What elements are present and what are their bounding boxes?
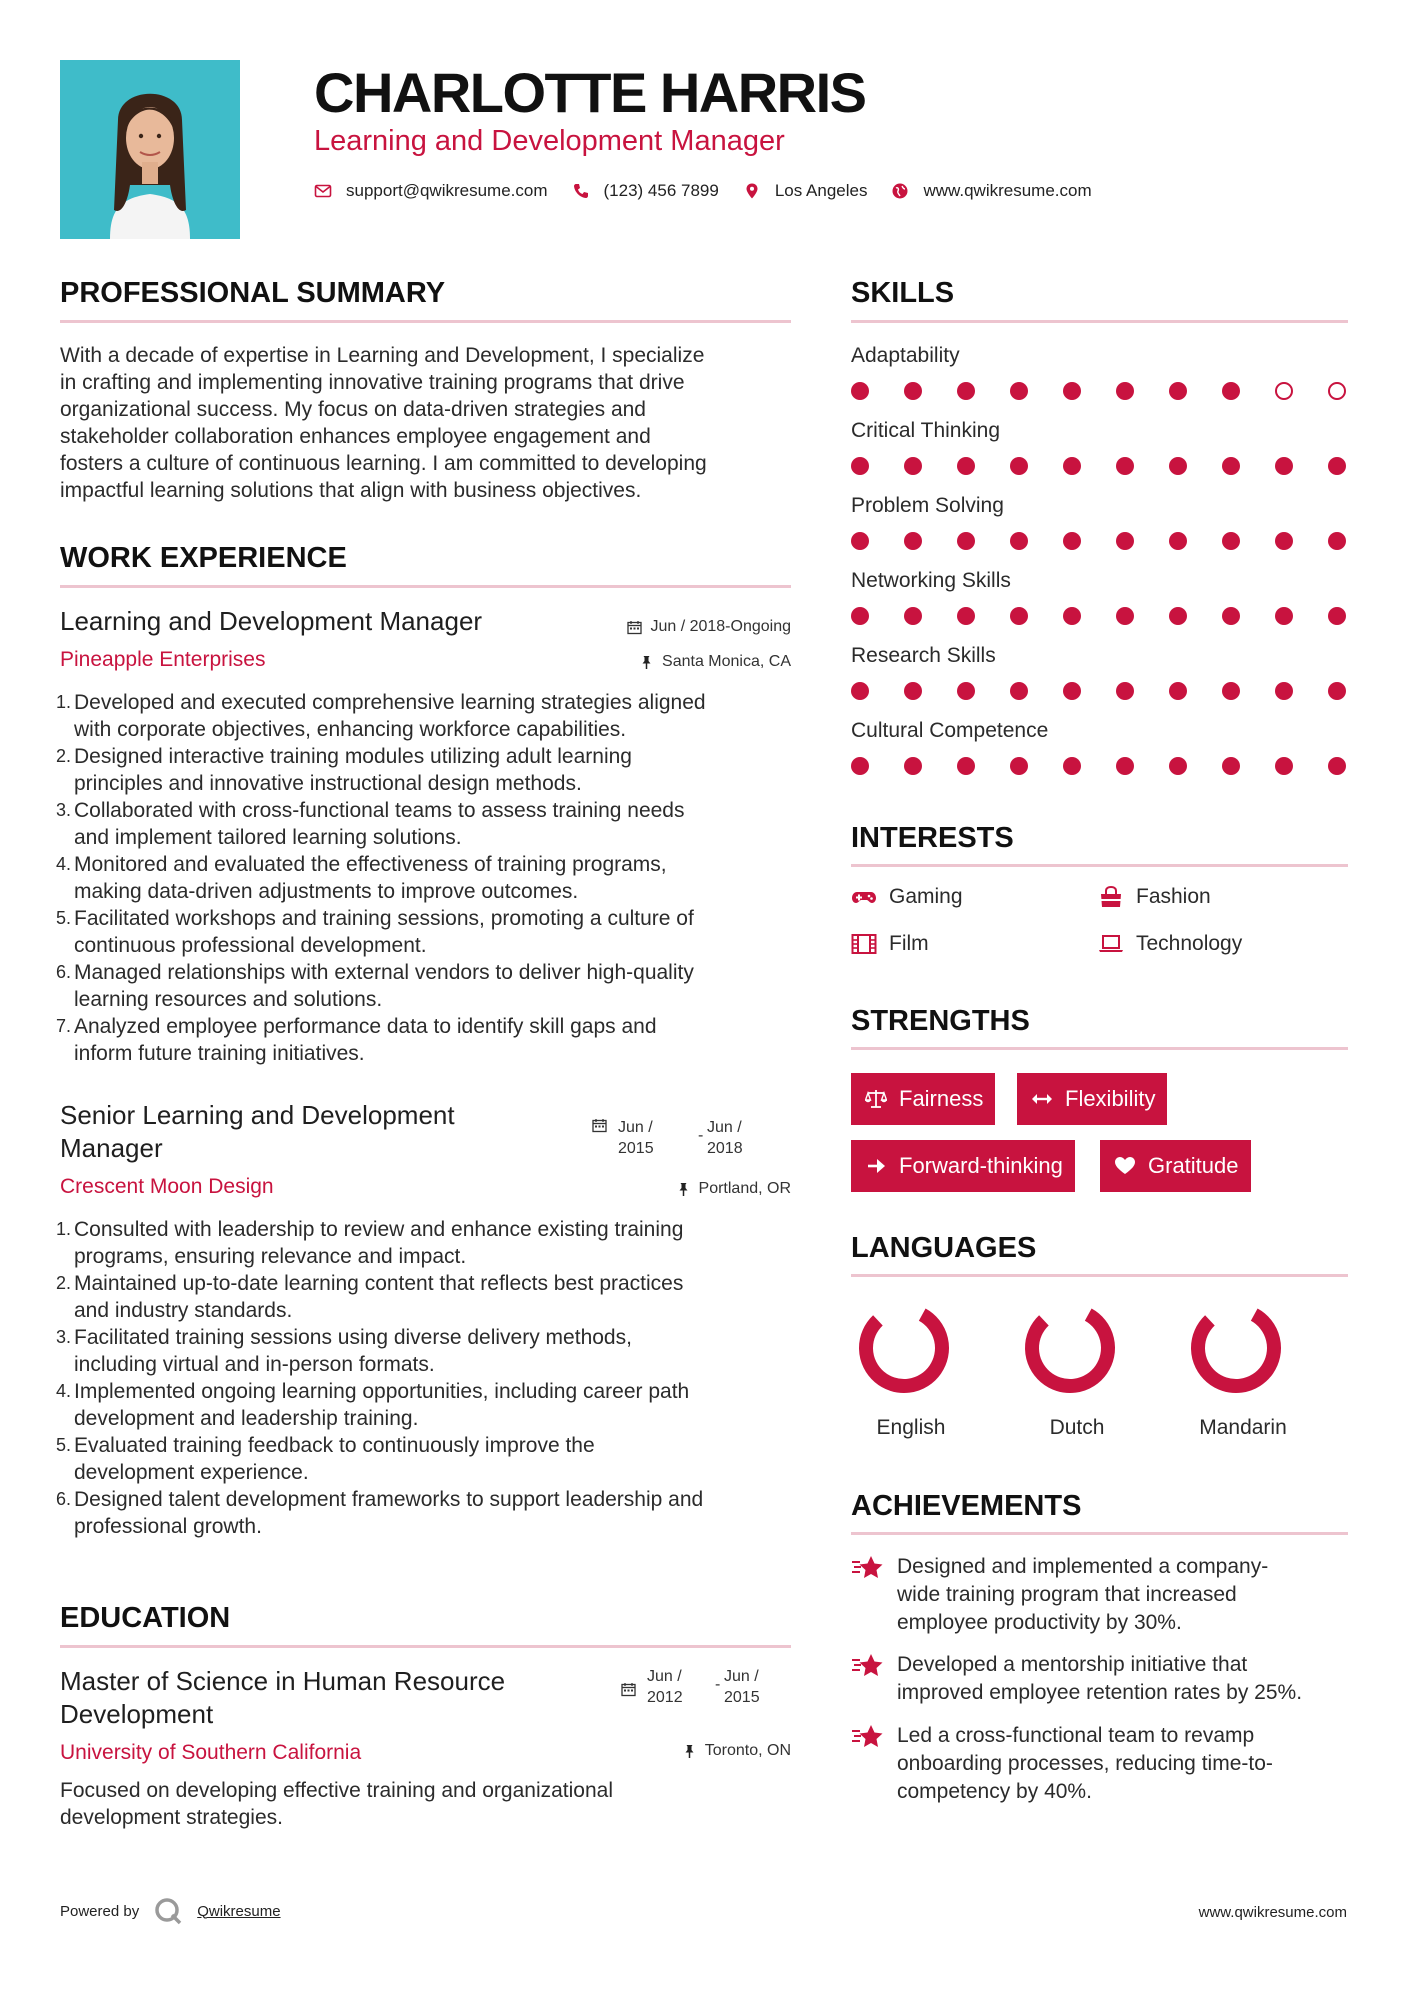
achievement-item xyxy=(851,1722,1273,1806)
job-date-end: Jun / 2018 xyxy=(707,1119,743,1157)
list-item: 4. Implemented ongoing learning opportunities, including career path development and leadership training. xyxy=(56,1380,690,1430)
list-item: 6. Managed relationships with external vendors to deliver high-quality learning resources and solutions. xyxy=(56,961,694,1011)
interest-label: Gaming xyxy=(889,885,963,908)
heart-icon xyxy=(1114,1155,1136,1177)
language-name: Mandarin xyxy=(1199,1416,1287,1439)
summary-heading: PROFESSIONAL SUMMARY xyxy=(60,277,446,309)
interest-item xyxy=(851,930,929,957)
skill-dot-filled xyxy=(1275,682,1293,700)
arrows-horizontal-icon xyxy=(1031,1088,1053,1110)
job-location xyxy=(639,652,791,672)
candidate-name: CHARLOTTE HARRIS xyxy=(314,61,866,124)
calendar-icon xyxy=(621,1682,636,1697)
job-date xyxy=(627,617,791,637)
language-gauge xyxy=(1166,1300,1306,1396)
skill-name: Critical Thinking xyxy=(851,419,1000,442)
contact-location xyxy=(743,181,868,201)
skills-divider xyxy=(851,320,1348,323)
summary-line: stakeholder collaboration enhances employee engagement and xyxy=(60,425,651,448)
language-level-arc xyxy=(1198,1315,1274,1386)
skill-dot-filled xyxy=(1328,682,1346,700)
skill-dot-filled xyxy=(1116,382,1134,400)
education-date xyxy=(621,1682,644,1697)
job-location xyxy=(676,1179,791,1199)
job-title: Senior Learning and Development Manager xyxy=(60,1100,455,1163)
skill-dot-filled xyxy=(957,682,975,700)
skill-dot-filled xyxy=(1063,457,1081,475)
strength-label: Gratitude xyxy=(1148,1153,1239,1178)
powered-by-label: Powered by xyxy=(60,1902,140,1920)
skill-dot-empty xyxy=(1275,382,1293,400)
portrait-image xyxy=(60,60,240,239)
summary-line: With a decade of expertise in Learning and Development, I specialize xyxy=(60,344,705,367)
skill-dot-filled xyxy=(1222,757,1240,775)
job-bullets xyxy=(56,1216,796,1540)
list-item: 5. Facilitated workshops and training sessions, promoting a culture of continuous professional development. xyxy=(56,907,694,957)
language-level-arc xyxy=(1032,1315,1108,1386)
interest-item xyxy=(1098,883,1211,910)
skill-rating xyxy=(851,607,1351,625)
education-location-text: Toronto, ON xyxy=(704,1742,791,1759)
education-divider xyxy=(60,1645,791,1648)
skill-dot-filled xyxy=(1063,382,1081,400)
strength-tag xyxy=(1017,1073,1167,1125)
contact-email[interactable] xyxy=(314,181,548,201)
language-ring xyxy=(856,1300,952,1396)
skills-heading: SKILLS xyxy=(851,277,955,309)
skill-dot-filled xyxy=(1222,532,1240,550)
skill-dot-filled xyxy=(1169,457,1187,475)
profile-photo xyxy=(60,60,240,239)
skill-dot-filled xyxy=(1169,532,1187,550)
skill-dot-filled xyxy=(1275,532,1293,550)
envelope-icon xyxy=(314,182,332,200)
arrow-right-icon xyxy=(865,1155,887,1177)
skill-dot-filled xyxy=(851,382,869,400)
interest-label: Film xyxy=(889,932,929,955)
experience-heading: WORK EXPERIENCE xyxy=(60,542,347,574)
list-item: 3. Facilitated training sessions using diverse delivery methods, including virtual and in-person formats. xyxy=(56,1326,632,1376)
skill-dot-filled xyxy=(1063,757,1081,775)
skill-dot-filled xyxy=(1328,532,1346,550)
pin-icon xyxy=(676,1182,691,1197)
skill-dot-filled xyxy=(904,757,922,775)
skill-dot-filled xyxy=(1116,457,1134,475)
star-icon xyxy=(851,1722,885,1752)
language-name: English xyxy=(876,1416,946,1439)
skill-dot-filled xyxy=(1010,682,1028,700)
strength-label: Fairness xyxy=(899,1086,984,1111)
skill-dot-filled xyxy=(904,382,922,400)
skill-dot-filled xyxy=(851,757,869,775)
job-date-start: Jun / 2015 xyxy=(618,1119,654,1157)
skill-dot-filled xyxy=(1169,382,1187,400)
skill-dot-filled xyxy=(1010,607,1028,625)
skill-dot-filled xyxy=(904,682,922,700)
skill-dot-filled xyxy=(957,757,975,775)
achievement-item xyxy=(851,1553,1268,1637)
summary-line: organizational success. My focus on data-driven strategies and xyxy=(60,398,646,421)
summary-text xyxy=(60,342,800,504)
skill-dot-filled xyxy=(1222,682,1240,700)
skill-dot-filled xyxy=(904,607,922,625)
education-date-end: Jun / 2015 xyxy=(724,1668,760,1706)
strength-label: Flexibility xyxy=(1065,1086,1156,1111)
skill-dot-filled xyxy=(1063,682,1081,700)
interests-divider xyxy=(851,864,1348,867)
list-item: 6. Designed talent development frameworks to support leadership and professional growth. xyxy=(56,1488,704,1538)
list-item: 1. Consulted with leadership to review and enhance existing training programs, ensuring relevance and impact. xyxy=(56,1218,684,1268)
skill-dot-filled xyxy=(1275,757,1293,775)
achievements-heading: ACHIEVEMENTS xyxy=(851,1490,1082,1522)
achievement-text: Led a cross-functional team to revamp onboarding processes, reducing time-to- competency by 40%. xyxy=(897,1724,1273,1803)
skill-dot-filled xyxy=(1116,757,1134,775)
brand-link[interactable]: Qwikresume xyxy=(197,1902,281,1920)
qwikresume-logo-icon xyxy=(153,1896,183,1926)
education-description: Focused on developing effective training and organizational development strategies. xyxy=(60,1779,613,1829)
skill-name: Adaptability xyxy=(851,344,960,367)
list-item: 2. Designed interactive training modules utilizing adult learning principles and innovative instructional design methods. xyxy=(56,745,632,795)
skill-dot-filled xyxy=(957,382,975,400)
school-name: University of Southern California xyxy=(60,1741,362,1764)
summary-divider xyxy=(60,320,791,323)
interest-item xyxy=(851,883,963,910)
strengths-divider xyxy=(851,1047,1348,1050)
skill-rating xyxy=(851,457,1351,475)
job-company: Pineapple Enterprises xyxy=(60,648,266,671)
job-location-text: Portland, OR xyxy=(698,1180,791,1197)
pin-icon xyxy=(682,1744,697,1759)
globe-icon xyxy=(891,182,909,200)
skill-dot-filled xyxy=(1063,532,1081,550)
gamepad-icon xyxy=(851,886,877,908)
skill-dot-filled xyxy=(1010,382,1028,400)
skill-dot-empty xyxy=(1328,382,1346,400)
skill-dot-filled xyxy=(1116,532,1134,550)
summary-line: in crafting and implementing innovative training programs that drive xyxy=(60,371,685,394)
skill-dot-filled xyxy=(1328,757,1346,775)
list-item: 7. Analyzed employee performance data to identify skill gaps and inform future training initiatives. xyxy=(56,1015,657,1065)
interest-label: Technology xyxy=(1136,932,1243,955)
job-company: Crescent Moon Design xyxy=(60,1175,274,1198)
skill-dot-filled xyxy=(1169,682,1187,700)
job-location-text: Santa Monica, CA xyxy=(662,653,791,670)
shopping-bag-icon xyxy=(1098,886,1124,908)
skill-dot-filled xyxy=(1010,757,1028,775)
strength-tag xyxy=(1100,1140,1251,1192)
job-bullets xyxy=(56,689,796,1067)
skill-dot-filled xyxy=(1328,457,1346,475)
languages-divider xyxy=(851,1274,1348,1277)
skill-dot-filled xyxy=(1222,607,1240,625)
pin-icon xyxy=(639,655,654,670)
strength-label: Forward-thinking xyxy=(899,1153,1063,1178)
footer-powered-by xyxy=(60,1896,281,1926)
skill-dot-filled xyxy=(1010,457,1028,475)
skill-dot-filled xyxy=(1010,532,1028,550)
website-text: www.qwikresume.com xyxy=(923,181,1092,200)
skill-dot-filled xyxy=(1222,457,1240,475)
skill-dot-filled xyxy=(851,607,869,625)
skill-dot-filled xyxy=(904,457,922,475)
education-location xyxy=(682,1741,791,1761)
skill-dot-filled xyxy=(851,532,869,550)
star-icon xyxy=(851,1651,885,1681)
contact-phone[interactable] xyxy=(572,181,719,201)
education-date-start: Jun / 2012 xyxy=(647,1668,683,1706)
strength-tag xyxy=(851,1140,1075,1192)
candidate-role: Learning and Development Manager xyxy=(314,125,785,157)
laptop-icon xyxy=(1098,933,1124,955)
skill-rating xyxy=(851,532,1351,550)
interests-heading: INTERESTS xyxy=(851,822,1014,854)
list-item: 2. Maintained up-to-date learning content that reflects best practices and industry standards. xyxy=(56,1272,684,1322)
skill-rating xyxy=(851,757,1351,775)
language-gauge xyxy=(834,1300,974,1396)
star-icon xyxy=(851,1553,885,1583)
skill-rating xyxy=(851,682,1351,700)
contact-bar xyxy=(314,178,1116,204)
phone-text: (123) 456 7899 xyxy=(603,181,719,200)
skill-dot-filled xyxy=(957,607,975,625)
achievement-text: Designed and implemented a company- wide training program that increased employee productivity by 30%. xyxy=(897,1555,1269,1634)
skill-name: Problem Solving xyxy=(851,494,1004,517)
achievements-divider xyxy=(851,1532,1348,1535)
skill-name: Networking Skills xyxy=(851,569,1011,592)
map-marker-icon xyxy=(743,182,761,200)
language-name: Dutch xyxy=(1049,1416,1105,1439)
footer-website[interactable]: www.qwikresume.com xyxy=(1198,1904,1347,1921)
list-item: 5. Evaluated training feedback to continuously improve the development experience. xyxy=(56,1434,595,1484)
job-date-text: Jun / 2018-Ongoing xyxy=(650,618,791,635)
skill-dot-filled xyxy=(1328,607,1346,625)
strengths-heading: STRENGTHS xyxy=(851,1005,1030,1037)
skill-dot-filled xyxy=(1063,607,1081,625)
calendar-icon xyxy=(627,620,642,635)
language-ring xyxy=(1188,1300,1284,1396)
language-ring xyxy=(1022,1300,1118,1396)
film-icon xyxy=(851,933,877,955)
skill-dot-filled xyxy=(1169,757,1187,775)
phone-icon xyxy=(572,182,590,200)
skill-dot-filled xyxy=(1116,682,1134,700)
education-heading: EDUCATION xyxy=(60,1602,231,1634)
interest-label: Fashion xyxy=(1136,885,1211,908)
list-item: 4. Monitored and evaluated the effectiveness of training programs, making data-driven adjustments to improve outcomes. xyxy=(56,853,667,903)
skill-dot-filled xyxy=(851,457,869,475)
skill-dot-filled xyxy=(1222,382,1240,400)
contact-website[interactable] xyxy=(891,181,1091,201)
skill-rating xyxy=(851,382,1351,400)
strength-tag xyxy=(851,1073,995,1125)
skill-dot-filled xyxy=(851,682,869,700)
experience-divider xyxy=(60,585,791,588)
education-date-separator: - xyxy=(715,1676,721,1693)
degree-title: Master of Science in Human Resource Development xyxy=(60,1666,506,1729)
calendar-icon xyxy=(592,1118,607,1133)
language-level-arc xyxy=(866,1315,942,1386)
language-gauge xyxy=(1000,1300,1140,1396)
achievement-text: Developed a mentorship initiative that improved employee retention rates by 25%. xyxy=(897,1653,1303,1704)
email-text: support@qwikresume.com xyxy=(346,181,548,200)
job-title: Learning and Development Manager xyxy=(60,606,483,636)
skill-name: Research Skills xyxy=(851,644,996,667)
skill-name: Cultural Competence xyxy=(851,719,1049,742)
skill-dot-filled xyxy=(1116,607,1134,625)
skill-dot-filled xyxy=(957,532,975,550)
location-text: Los Angeles xyxy=(774,181,868,200)
languages-heading: LANGUAGES xyxy=(851,1232,1037,1264)
skill-dot-filled xyxy=(957,457,975,475)
balance-scale-icon xyxy=(865,1088,887,1110)
achievement-item xyxy=(851,1651,1302,1707)
skill-dot-filled xyxy=(1275,607,1293,625)
summary-line: fosters a culture of continuous learning. I am committed to developing xyxy=(60,452,707,475)
summary-line: impactful learning solutions that align with business objectives. xyxy=(60,479,642,502)
job-date xyxy=(592,1118,615,1133)
list-item: 1. Developed and executed comprehensive learning strategies aligned with corporate objectives, enhancing workforce capabilities. xyxy=(56,691,706,741)
list-item: 3. Collaborated with cross-functional teams to assess training needs and implement tailored learning solutions. xyxy=(56,799,685,849)
skill-dot-filled xyxy=(1275,457,1293,475)
interest-item xyxy=(1098,930,1242,957)
job-date-separator: - xyxy=(698,1127,704,1144)
skill-dot-filled xyxy=(1169,607,1187,625)
skill-dot-filled xyxy=(904,532,922,550)
